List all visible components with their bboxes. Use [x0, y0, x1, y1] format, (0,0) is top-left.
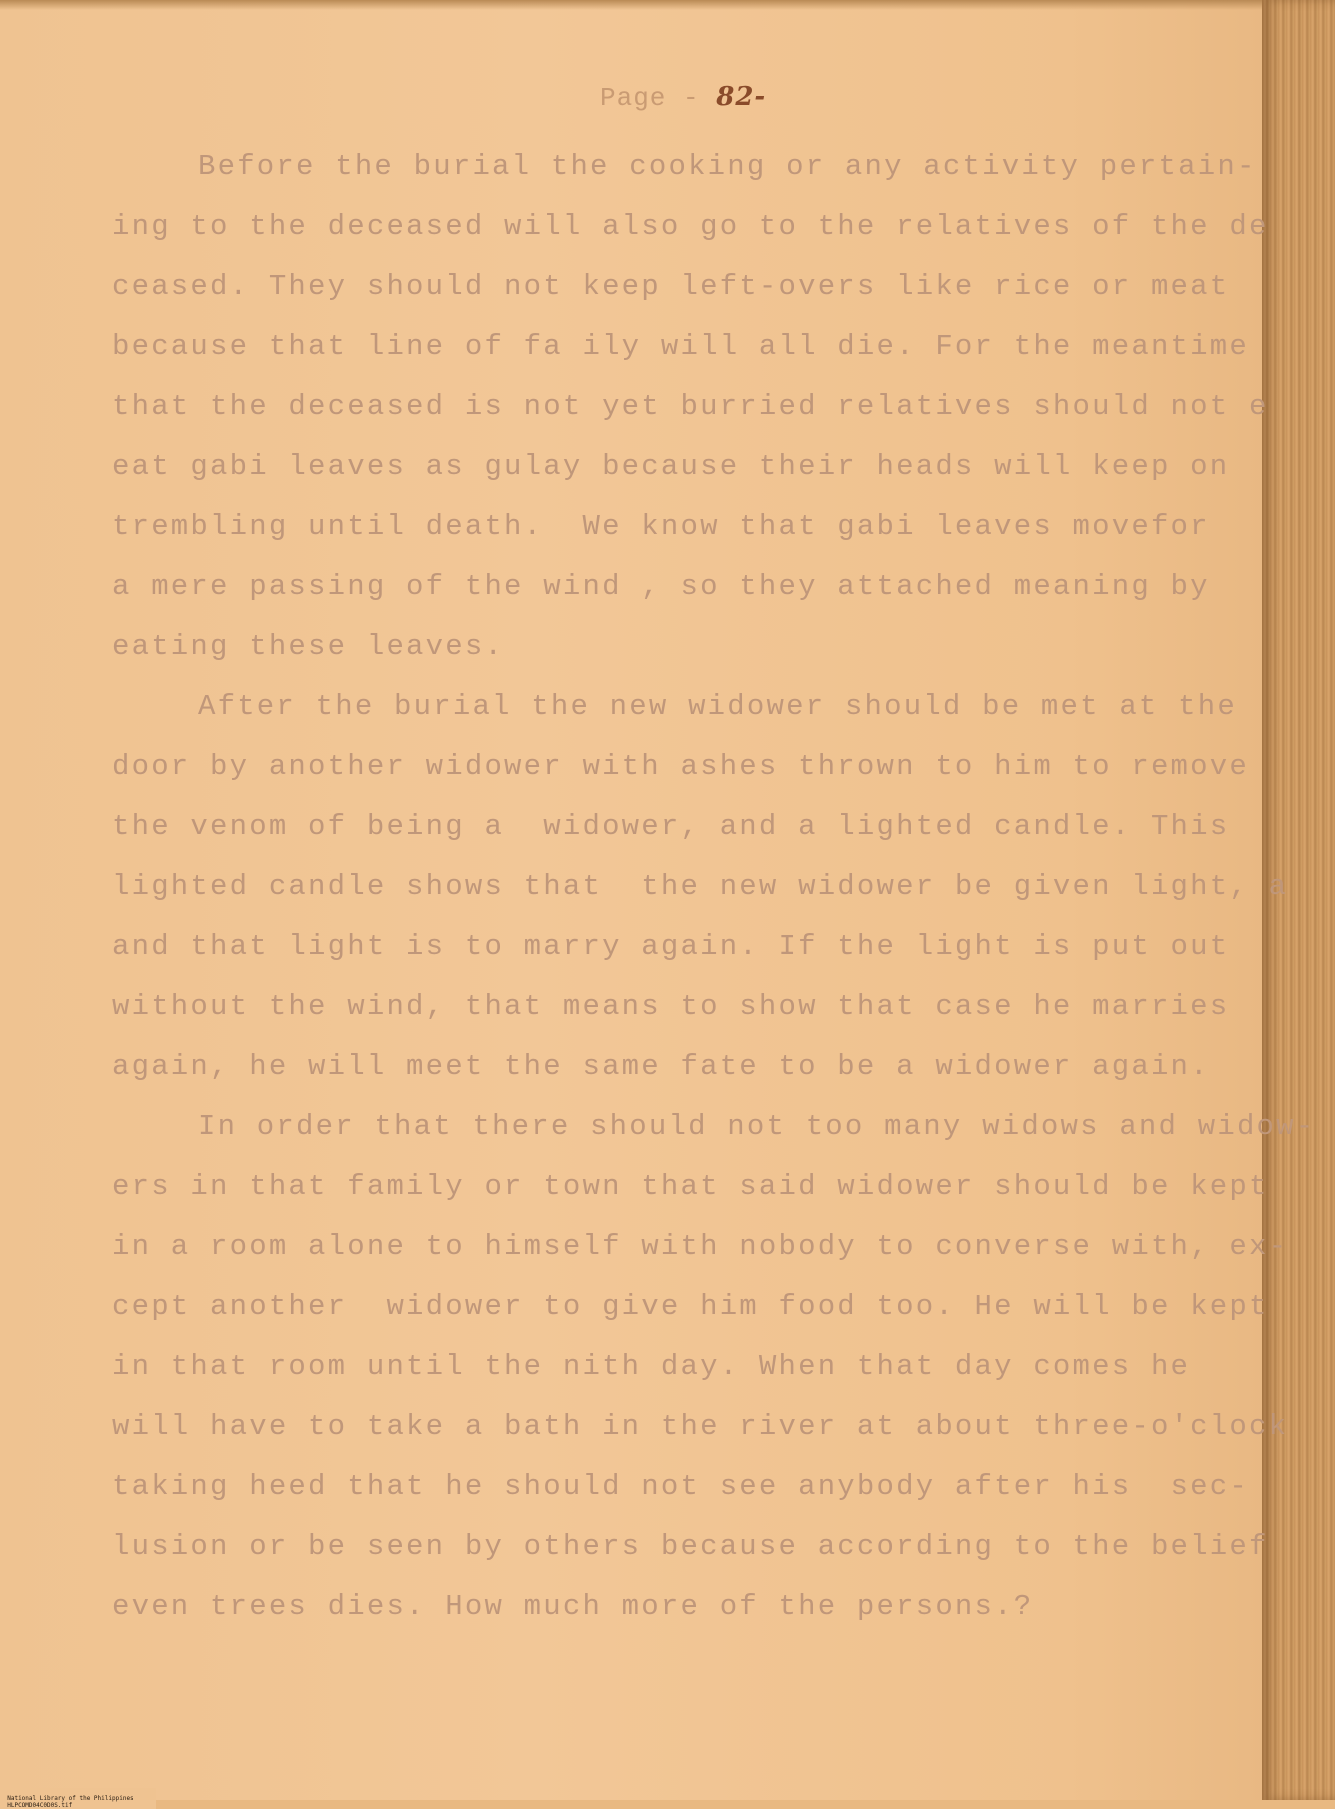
text-line: trembling until death. We know that gabi leaves movefor: [112, 510, 1210, 543]
text-line: Before the burial the cooking or any activity pertain-: [198, 150, 1257, 183]
text-line: and that light is to marry again. If the light is put out: [112, 930, 1230, 963]
text-line: lighted candle shows that the new widower be given light, a: [112, 870, 1289, 903]
footer-file-id: HLPCOMD04C0D0S.tif: [7, 1802, 73, 1809]
page-top-edge: [0, 0, 1262, 10]
text-line: the venom of being a widower, and a lighted candle. This: [112, 810, 1230, 843]
text-line: In order that there should not too many widows and widow-: [198, 1110, 1316, 1143]
page-number-label: Page -: [600, 83, 700, 113]
text-line: taking heed that he should not see anybody after his sec-: [112, 1470, 1249, 1503]
text-line: eating these leaves.: [112, 630, 505, 663]
text-line: because that line of fa ily will all die. For the meantime: [112, 330, 1249, 363]
text-line: ers in that family or town that said widower should be kept: [112, 1170, 1269, 1203]
page-number-value: 82-: [716, 82, 767, 112]
text-line: that the deceased is not yet burried relatives should not e: [112, 390, 1269, 423]
text-line: cept another widower to give him food too. He will be kept: [112, 1290, 1269, 1323]
scan-footer: [0, 1788, 156, 1809]
page-number: [600, 82, 766, 113]
text-line: eat gabi leaves as gulay because their heads will keep on: [112, 450, 1230, 483]
text-line: a mere passing of the wind , so they attached meaning by: [112, 570, 1210, 603]
text-line: without the wind, that means to show that case he marries: [112, 990, 1230, 1023]
footer-library: National Library of the Philippines: [7, 1795, 134, 1802]
text-line: After the burial the new widower should be met at the: [198, 690, 1237, 723]
text-line: even trees dies. How much more of the persons.?: [112, 1590, 1034, 1623]
text-line: door by another widower with ashes thrown to him to remove: [112, 750, 1249, 783]
text-line: again, he will meet the same fate to be a widower again.: [112, 1050, 1210, 1083]
text-line: in a room alone to himself with nobody to converse with, ex-: [112, 1230, 1289, 1263]
text-line: will have to take a bath in the river at about three-o'clock: [112, 1410, 1289, 1443]
text-line: ing to the deceased will also go to the relatives of the de: [112, 210, 1269, 243]
text-line: ceased. They should not keep left-overs like rice or meat: [112, 270, 1230, 303]
text-line: lusion or be seen by others because according to the belief: [112, 1530, 1269, 1563]
text-line: in that room until the nith day. When that day comes he: [112, 1350, 1191, 1383]
